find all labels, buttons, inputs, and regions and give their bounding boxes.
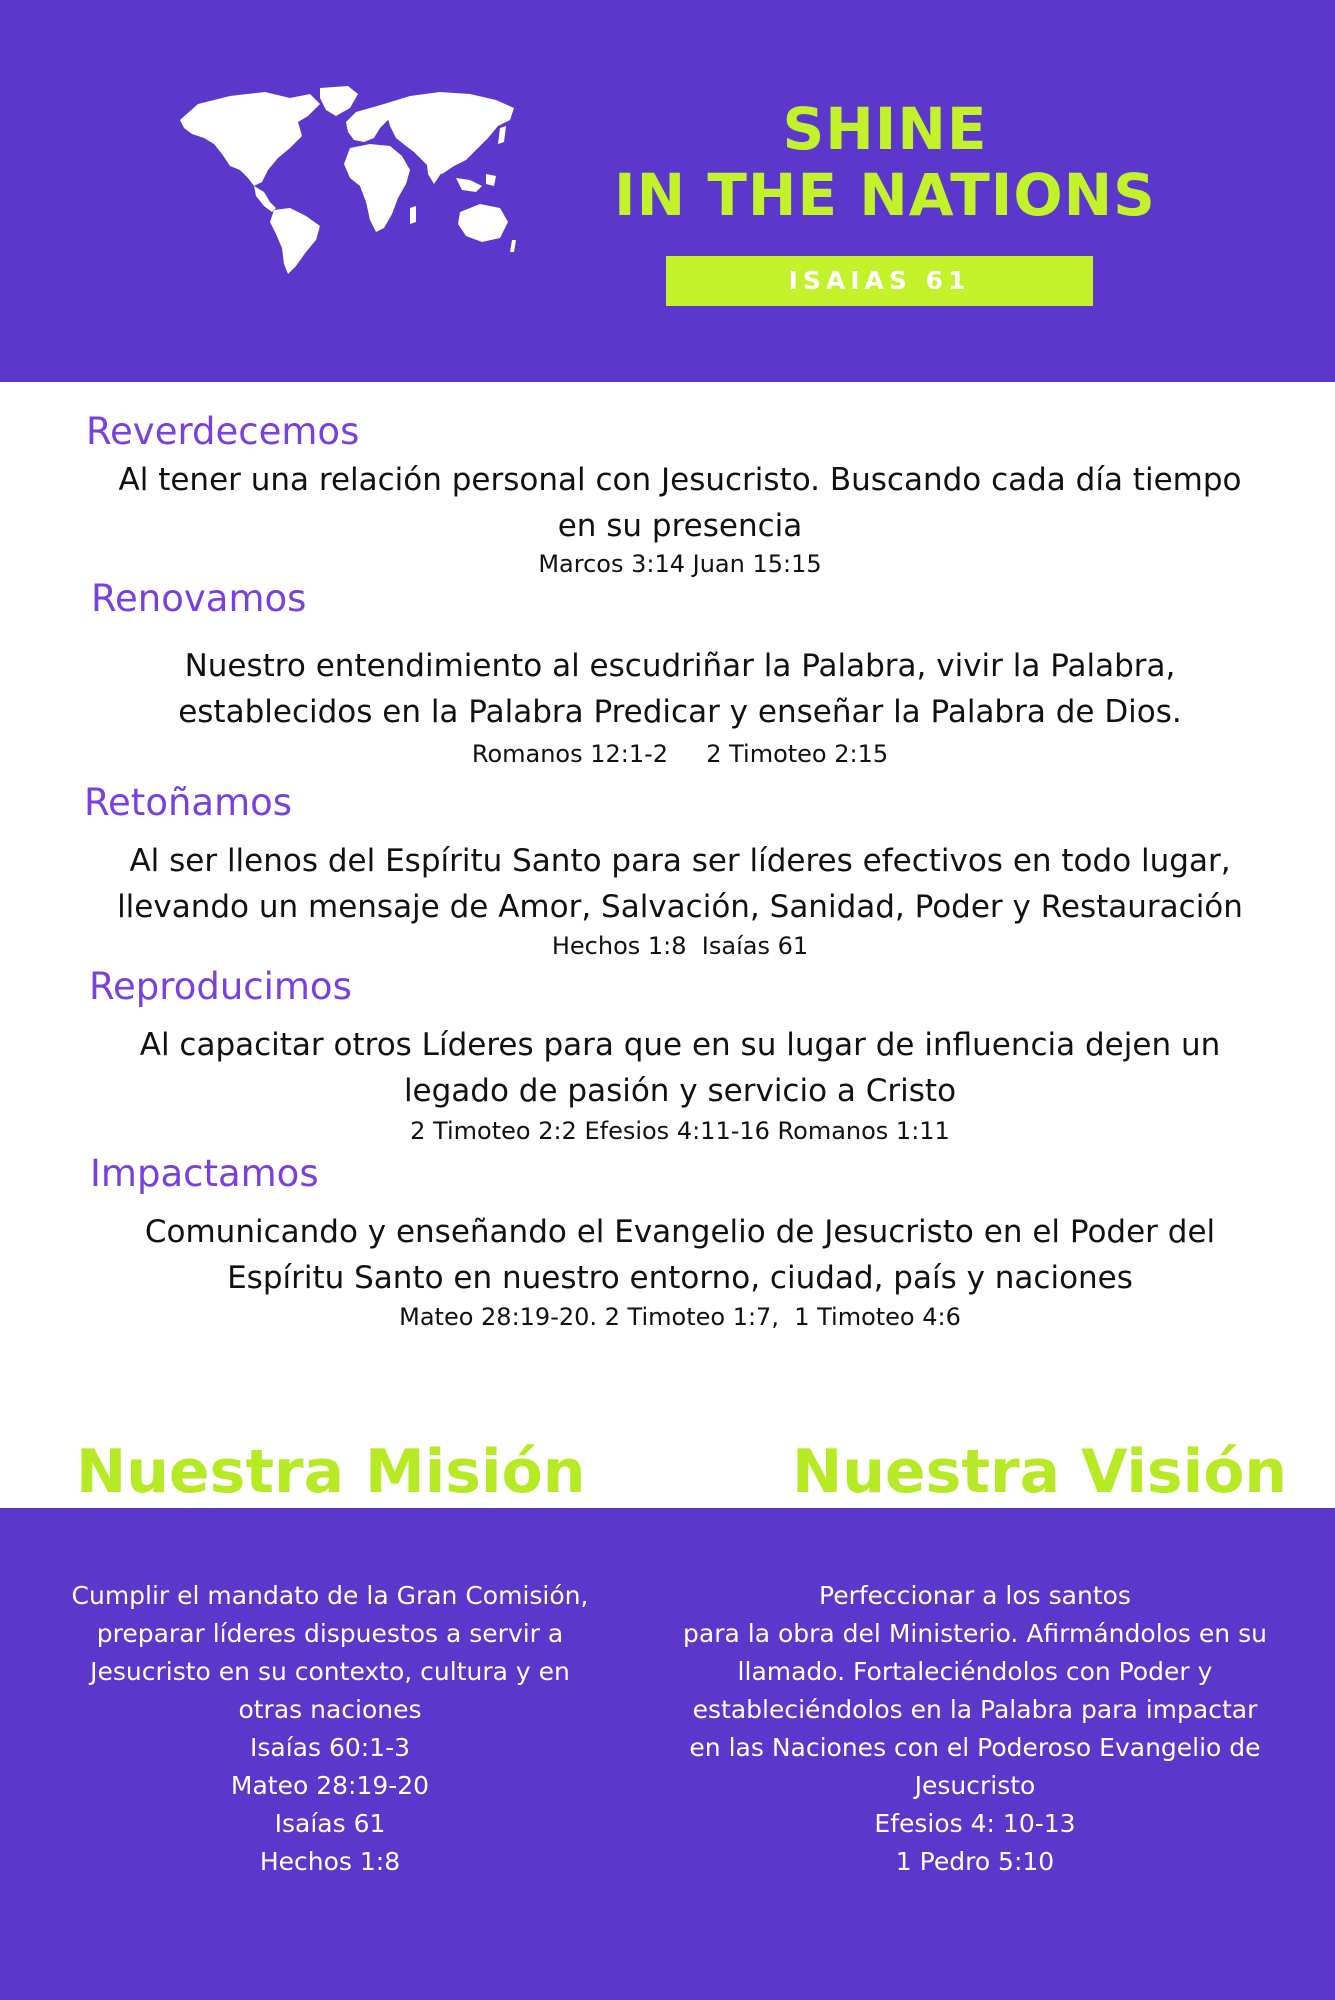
section-text-impactamos: [80, 1209, 1280, 1301]
section-heading-impactamos: Impactamos: [90, 1152, 319, 1195]
section-refs-renovamos: Romanos 12:1-2 2 Timoteo 2:15: [471, 740, 889, 768]
title-line-2: IN THE NATIONS: [614, 161, 1156, 229]
section-refs-retonamos: Hechos 1:8 Isaías 61: [551, 932, 809, 960]
text-line: Espíritu Santo en nuestro entorno, ciudad, país y naciones: [227, 1260, 1133, 1296]
text-line: Al tener una relación personal con Jesucristo. Buscando cada día tiempo: [118, 462, 1242, 498]
vision-line: llamado. Fortaleciéndolos con Poder y: [737, 1657, 1213, 1686]
footer-panel: [0, 1508, 1335, 2000]
text-line: Nuestro entendimiento al escudriñar la Palabra, vivir la Palabra,: [184, 648, 1176, 684]
text-line: llevando un mensaje de Amor, Salvación, Sanidad, Poder y Restauración: [117, 889, 1243, 925]
vision-line: 1 Pedro 5:10: [895, 1847, 1055, 1876]
text-line: Al capacitar otros Líderes para que en su lugar de influencia dejen un: [139, 1027, 1221, 1063]
section-refs-impactamos: Mateo 28:19-20. 2 Timoteo 1:7, 1 Timoteo 4:6: [399, 1303, 961, 1331]
vision-heading: Nuestra Visión: [792, 1437, 1288, 1507]
mission-line: otras naciones: [238, 1695, 422, 1724]
mission-line: Isaías 60:1-3: [249, 1733, 411, 1762]
section-text-reproducimos: [80, 1022, 1280, 1114]
scripture-badge: ISAIAS 61: [666, 256, 1093, 306]
mission-line: Hechos 1:8: [259, 1847, 401, 1876]
vision-line: para la obra del Ministerio. Afirmándolos en su: [683, 1619, 1267, 1648]
mission-line: Isaías 61: [274, 1809, 386, 1838]
mission-line: Jesucristo en su contexto, cultura y en: [90, 1657, 570, 1686]
section-heading-retonamos: Retoñamos: [84, 781, 293, 824]
header-banner: [0, 0, 1335, 382]
vision-line: estableciéndolos en la Palabra para impactar: [692, 1695, 1258, 1724]
title-line-1: SHINE: [782, 95, 988, 163]
text-line: establecidos en la Palabra Predicar y enseñar la Palabra de Dios.: [178, 694, 1182, 730]
mission-text: [40, 1577, 620, 1881]
section-heading-renovamos: Renovamos: [91, 577, 307, 620]
vision-line: Efesios 4: 10-13: [874, 1809, 1076, 1838]
section-heading-reproducimos: Reproducimos: [89, 965, 352, 1008]
text-line: en su presencia: [557, 508, 803, 544]
mission-line: preparar líderes dispuestos a servir a: [96, 1619, 564, 1648]
world-map-icon: [170, 82, 520, 277]
vision-text: [655, 1577, 1295, 1881]
section-refs-reverdecemos: Marcos 3:14 Juan 15:15: [538, 550, 822, 578]
section-refs-reproducimos: 2 Timoteo 2:2 Efesios 4:11-16 Romanos 1:11: [410, 1117, 950, 1145]
vision-line: Perfeccionar a los santos: [819, 1581, 1131, 1610]
mission-line: Cumplir el mandato de la Gran Comisión,: [71, 1581, 589, 1610]
vision-line: en las Naciones con el Poderoso Evangelio de: [689, 1733, 1261, 1762]
section-text-reverdecemos: [80, 457, 1280, 549]
text-line: legado de pasión y servicio a Cristo: [403, 1073, 957, 1109]
vision-line: Jesucristo: [914, 1771, 1036, 1800]
mission-heading: Nuestra Misión: [76, 1437, 586, 1507]
text-line: Al ser llenos del Espíritu Santo para ser líderes efectivos en todo lugar,: [129, 843, 1231, 879]
mission-line: Mateo 28:19-20: [230, 1771, 430, 1800]
text-line: Comunicando y enseñando el Evangelio de Jesucristo en el Poder del: [144, 1214, 1216, 1250]
section-text-retonamos: [80, 838, 1280, 930]
section-heading-reverdecemos: Reverdecemos: [86, 410, 360, 453]
section-text-renovamos: [80, 643, 1280, 735]
